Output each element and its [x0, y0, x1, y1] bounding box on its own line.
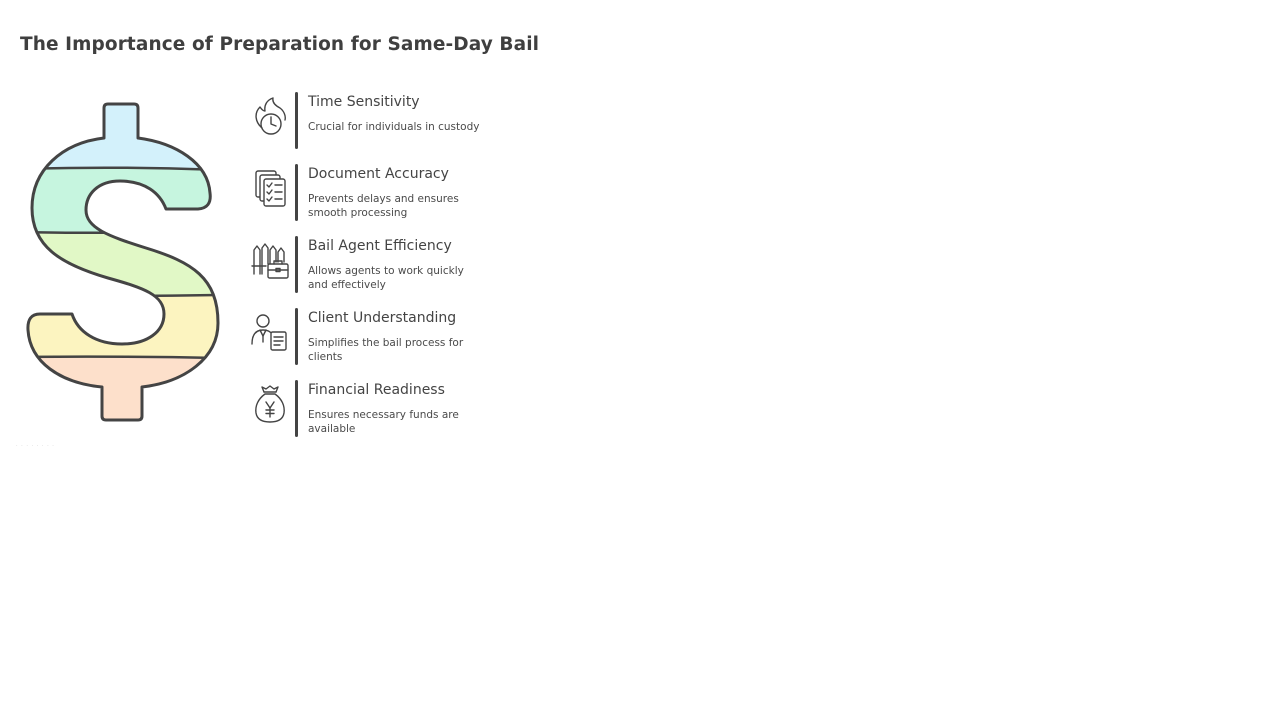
item-label: Financial Readiness [308, 382, 445, 398]
item-description: Ensures necessary funds are available [308, 409, 459, 435]
item-label: Bail Agent Efficiency [308, 238, 452, 254]
agent-briefcase-icon [250, 240, 290, 282]
item-divider [295, 92, 298, 149]
flame-clock-icon [250, 96, 290, 138]
dollar-band-3 [20, 232, 220, 296]
person-document-icon [250, 312, 290, 354]
item-description: Prevents delays and ensures smooth processing [308, 193, 459, 219]
item-client-understanding [250, 308, 490, 380]
document-checklist-icon [250, 168, 290, 210]
item-document-accuracy [250, 164, 490, 236]
item-divider [295, 236, 298, 293]
money-bag-icon [250, 384, 290, 426]
item-label: Time Sensitivity [308, 94, 420, 110]
item-financial-readiness [250, 380, 490, 452]
item-list [250, 92, 490, 452]
dollar-band-4 [20, 296, 220, 358]
item-bail-agent-efficiency [250, 236, 490, 308]
item-description: Crucial for individuals in custody [308, 121, 480, 133]
item-label: Document Accuracy [308, 166, 449, 182]
item-time-sensitivity [250, 92, 490, 164]
item-description: Allows agents to work quickly and effectively [308, 265, 464, 291]
item-divider [295, 308, 298, 365]
item-description: Simplifies the bail process for clients [308, 337, 464, 363]
item-divider [295, 164, 298, 221]
diagram-title: The Importance of Preparation for Same-Day Bail [20, 34, 540, 55]
dollar-sign-graphic [20, 98, 220, 428]
watermark-mark: · · · · · · · · [16, 443, 55, 449]
item-divider [295, 380, 298, 437]
item-label: Client Understanding [308, 310, 457, 326]
dollar-band-2 [20, 168, 220, 232]
